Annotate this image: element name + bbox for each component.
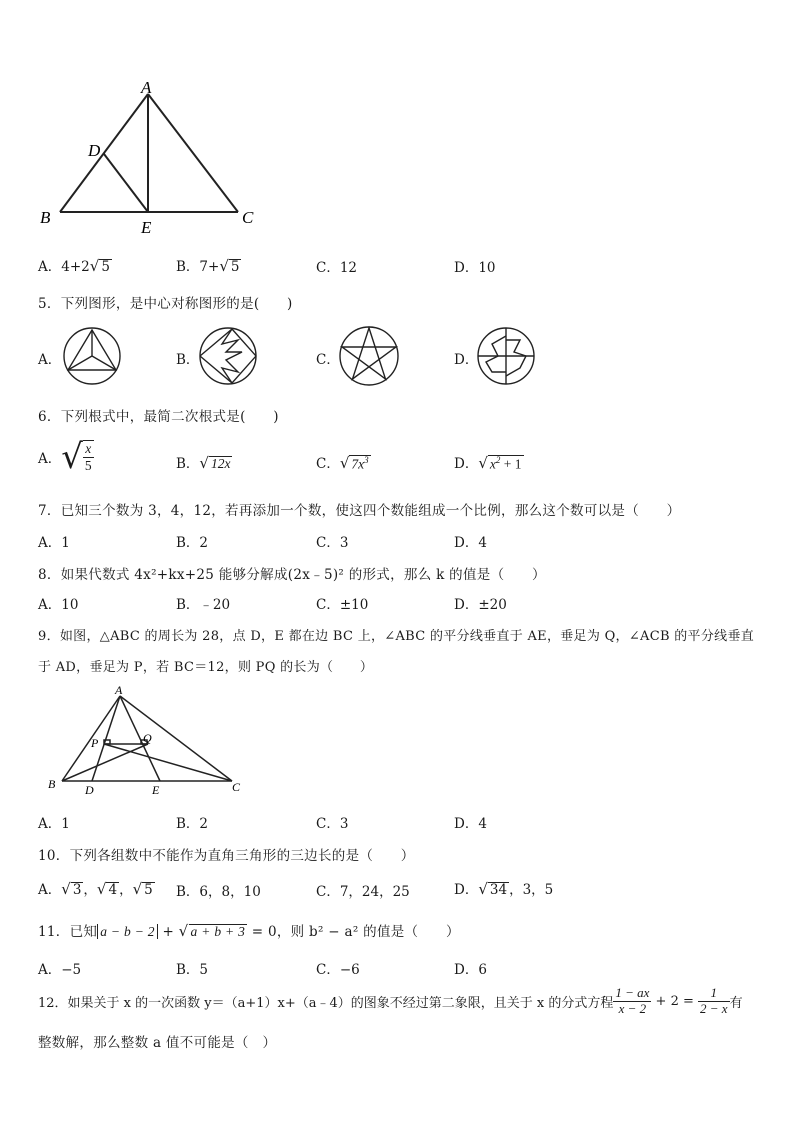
q11-stem-prefix: 11．已知: [38, 924, 98, 940]
q9-stem-line2: 于 AD，垂足为 P，若 BC＝12，则 PQ 的长为（ ）: [38, 660, 374, 675]
q10-option-c: C．7，24，25: [316, 884, 410, 900]
q4-label-D: D: [88, 141, 101, 160]
q10-option-a: A．√ 3 ，√ 4 ，√ 5: [38, 880, 153, 898]
q11-option-c: C．−6: [316, 962, 360, 978]
q9-label-Q: Q: [143, 731, 152, 745]
q10-option-a-radicand-1: 3: [72, 882, 82, 898]
q8-stem: 8．如果代数式 4x²+kx+25 能够分解成(2x﹣5)² 的形式，那么 k 的值是（ ）: [38, 567, 546, 583]
q10-stem: 10．下列各组数中不能作为直角三角形的三边长的是（ ）: [38, 848, 415, 864]
q7-option-d: D．4: [454, 535, 487, 551]
q10-option-d-label: D．: [454, 882, 479, 898]
q9-label-D: D: [85, 783, 94, 796]
q4-option-a: A．4+2√ 5: [38, 257, 110, 275]
q9-label-C: C: [232, 780, 241, 794]
q9-option-d: D．4: [454, 816, 487, 832]
q6-option-b-label: B．: [176, 456, 200, 472]
q9-option-b: B．2: [176, 816, 209, 832]
q6-option-b-radicand: 12x: [210, 456, 231, 471]
q11-option-b: B．5: [176, 962, 209, 978]
q6-option-c: C．√ $7x^3$: [316, 454, 369, 472]
q10-option-d-tail: ，3，5: [509, 882, 554, 898]
q7-stem: 7．已知三个数为 3，4，12，若再添加一个数，使这四个数能组成一个比例，那么这个数可以是（ ）: [38, 503, 681, 519]
q4-label-A: A: [141, 78, 152, 97]
q4-option-d: D．10: [454, 260, 496, 276]
q7-option-a: A．1: [38, 535, 70, 551]
q11-abs-expression: a − b − 2: [97, 924, 158, 939]
q10-option-a-radicand-2: 4: [108, 882, 118, 898]
q4-option-b-radicand: 5: [230, 259, 240, 275]
q6-option-d-radicand: x: [489, 456, 496, 471]
q5-option-b-figure: [198, 326, 258, 386]
q6-option-b: B．√ 12x: [176, 454, 231, 472]
q6-option-a: A．√ $\frac{x}{5}$: [38, 437, 92, 477]
q5-option-b-label: B．: [176, 352, 200, 368]
q7-option-b: B．2: [176, 535, 209, 551]
q8-option-d: D．±20: [454, 597, 507, 613]
q9-option-c: C．3: [316, 816, 349, 832]
q10-option-d-radicand: 34: [489, 882, 508, 898]
q9-label-A: A: [115, 684, 123, 697]
q4-label-E: E: [141, 218, 152, 237]
q6-option-a-label: A．: [38, 451, 62, 467]
q12-stem-line1: [38, 986, 743, 1017]
q9-option-a: A．1: [38, 816, 70, 832]
q12-frac1-denominator: x − 2: [618, 1000, 647, 1016]
q12-frac2-numerator: 1: [698, 986, 730, 1002]
q12-stem-line2: 整数解，那么整数 a 值不可能是（ ）: [38, 1035, 277, 1051]
q10-option-d: D．√ 34 ，3，5: [454, 880, 554, 898]
q4-label-C: C: [242, 208, 254, 227]
q4-label-B: B: [40, 208, 51, 227]
q6-stem: 6．下列根式中，最简二次根式是( ): [38, 409, 279, 425]
q12-stem-line1-prefix: 12．如果关于 x 的一次函数 y＝（a+1）x+（a﹣4）的图象不经过第二象限，且关于 x 的分式方程: [38, 995, 614, 1011]
q11-radicand: a + b + 3: [190, 924, 246, 939]
q6-option-c-radicand: 7x: [351, 456, 365, 471]
q8-option-a: A．10: [38, 597, 79, 613]
q9-triangle-figure: [40, 684, 250, 796]
q12-stem-line1-tail: 有: [729, 995, 743, 1011]
q10-option-a-radicand-3: 5: [144, 882, 153, 898]
q6-option-d: D．√ $x^2 + 1$: [454, 454, 522, 472]
q11-option-d: D．6: [454, 962, 487, 978]
q10-option-a-label: A．: [38, 882, 62, 898]
q7-option-c: C．3: [316, 535, 349, 551]
q12-frac1-numerator: 1 − ax: [615, 985, 650, 1000]
q6-option-a-numerator: x: [83, 441, 94, 458]
q5-option-d-label: D．: [454, 352, 479, 368]
q11-plus: +: [157, 924, 179, 940]
q9-label-B: B: [48, 777, 56, 791]
q6-option-d-tail: + 1: [500, 456, 522, 471]
q4-option-b-text: B．7+: [176, 259, 220, 275]
q9-label-E: E: [152, 783, 160, 796]
q8-option-c: C．±10: [316, 597, 369, 613]
q5-option-a-label: A．: [38, 352, 62, 368]
q6-option-a-denominator: 5: [84, 458, 92, 473]
q12-mid: + 2 =: [651, 993, 699, 1009]
q11-option-a: A．−5: [38, 962, 82, 978]
q4-option-a-radicand: 5: [101, 259, 110, 275]
q6-option-c-exponent: 3: [364, 454, 369, 465]
q5-stem: 5．下列图形，是中心对称图形的是( ): [38, 296, 293, 312]
q5-option-c-label: C．: [316, 352, 340, 368]
q6-option-d-exponent: 2: [495, 454, 501, 465]
q6-option-d-label: D．: [454, 456, 479, 472]
q5-option-c-figure: [338, 325, 400, 387]
q9-stem-line1: 9．如图，△ABC 的周长为 28，点 D，E 都在边 BC 上，∠ABC 的平分线垂直于 AE，垂足为 Q，∠ACB 的平分线垂直: [38, 629, 755, 644]
q6-option-c-label: C．: [316, 456, 340, 472]
q4-option-b: B．7+√ 5: [176, 257, 240, 275]
q10-option-b: B．6，8，10: [176, 884, 261, 900]
q4-option-a-text: A．4+2: [38, 259, 90, 275]
q11-stem: 11．已知 a − b − 2 + √ a + b + 3 = 0，则 b² − a² 的值是（ ）: [38, 922, 460, 940]
q5-option-a-figure: [62, 326, 122, 386]
q9-label-P: P: [91, 736, 99, 750]
q4-option-c: C．12: [316, 260, 358, 276]
q4-triangle-figure: [30, 76, 270, 241]
q12-frac2-denominator: 2 − x: [700, 1000, 728, 1016]
q8-option-b: B．﹣20: [176, 597, 231, 613]
q5-option-d-figure: [476, 326, 536, 386]
q11-stem-tail: = 0，则 b² − a² 的值是（ ）: [247, 924, 460, 940]
